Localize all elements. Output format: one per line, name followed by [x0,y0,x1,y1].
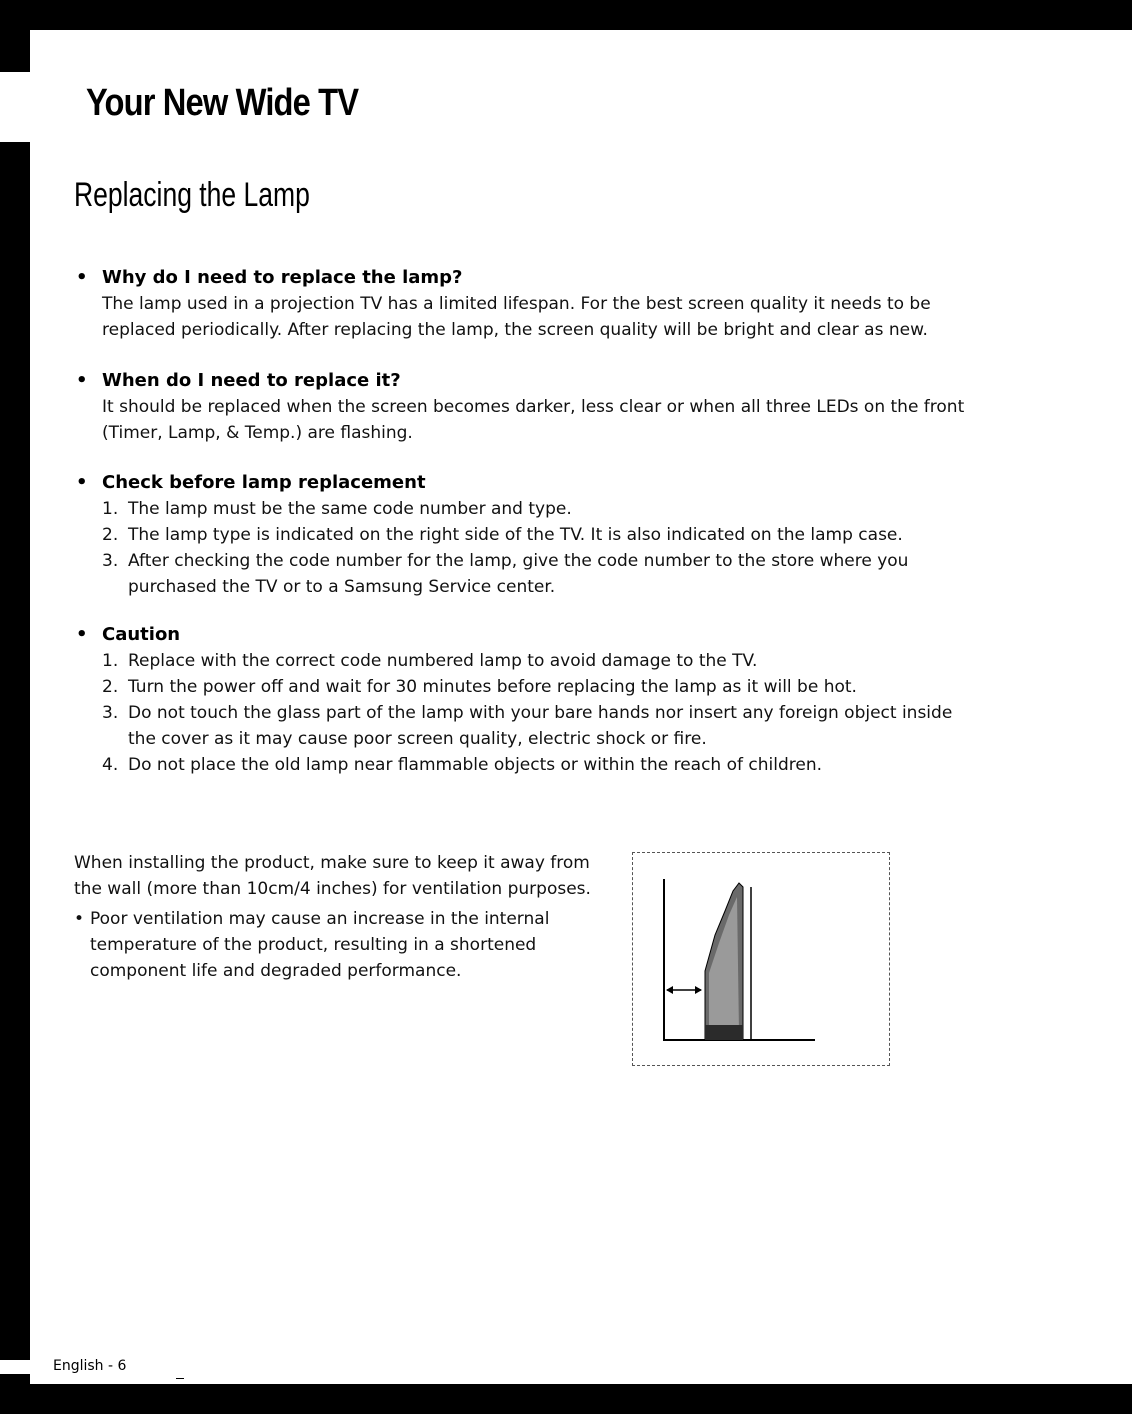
check-heading: • Check before lamp replacement [76,470,976,496]
left-border-tab [0,30,30,72]
ventilation-note: • Poor ventilation may cause an increase in the internal temperature of the product, resulting in a shortened component life and degraded performance. [74,906,614,984]
bottom-border-bar [0,1384,1132,1414]
arrow-left-head-icon [666,986,673,994]
page-number: English - 6 [53,1358,127,1374]
ventilation-diagram [632,852,890,1066]
list-item: 1. Replace with the correct code numbered lamp to avoid damage to the TV. [102,651,758,671]
tv-base-shape [705,1025,743,1040]
why-body: The lamp used in a projection TV has a limited lifespan. For the best screen quality it needs to be replaced periodically. After replacing the lamp, the screen quality will be bright and clear as new. [102,294,931,340]
list-item: 4. Do not place the old lamp near flammable objects or within the reach of children. [102,755,823,775]
tv-wall-clearance-illustration [633,853,889,1065]
check-list [76,496,976,600]
why-section [76,265,976,343]
list-item: 2. The lamp type is indicated on the right side of the TV. It is also indicated on the lamp case. [102,525,903,545]
installation-text: When installing the product, make sure to keep it away from the wall (more than 10cm/4 inches) for ventilation purposes. [74,853,591,899]
section-title: Replacing the Lamp [74,176,310,214]
list-item: 2. Turn the power off and wait for 30 minutes before replacing the lamp as it will be hot. [102,677,857,697]
when-heading: • When do I need to replace it? [76,368,976,394]
list-item: 1. The lamp must be the same code number and type. [102,499,572,519]
bullet-icon: • [74,909,85,929]
caution-heading: • Caution [76,622,976,648]
installation-note [74,850,614,984]
when-section [76,368,976,446]
list-item: 3. After checking the code number for the lamp, give the code number to the store where you purchased the TV or to a Samsung Service center. [102,551,909,597]
caution-section [76,622,976,778]
footer-mark [176,1378,184,1379]
page-title: Your New Wide TV [86,82,359,124]
arrow-right-head-icon [695,986,702,994]
why-heading: • Why do I need to replace the lamp? [76,265,976,291]
caution-list [76,648,976,778]
check-section [76,470,976,600]
list-item: 3. Do not touch the glass part of the lamp with your bare hands nor insert any foreign object inside the cover as it may cause poor screen quality, electric shock or fire. [102,703,953,749]
when-body: It should be replaced when the screen becomes darker, less clear or when all three LEDs on the front (Timer, Lamp, & Temp.) are flashing. [102,397,965,443]
left-border-bar [0,142,30,1360]
top-border-bar [0,0,1132,30]
